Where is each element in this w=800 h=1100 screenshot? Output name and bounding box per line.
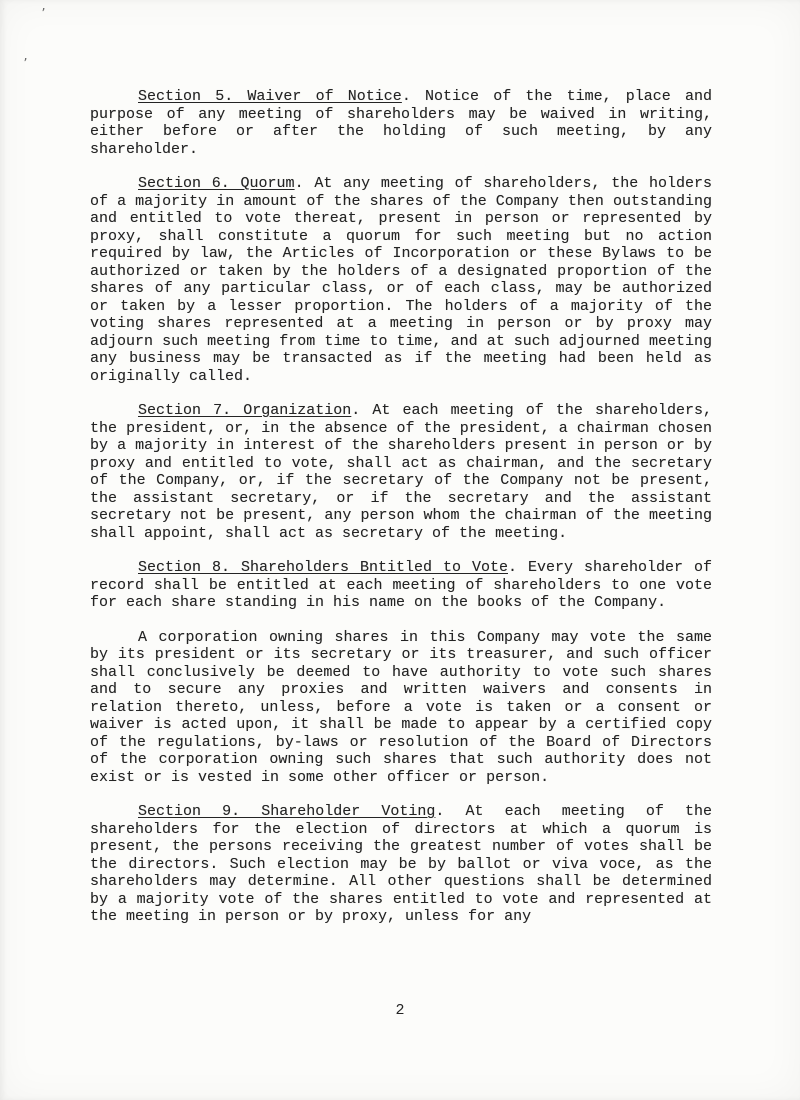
section-heading: Section 9. Shareholder Voting <box>138 803 436 820</box>
paragraph: Section 8. Shareholders Bntitled to Vote. Every shareholder of record shall be entitled at each meeting of shareholders to one vote for each share standing in his name on the books of the Company. <box>90 559 712 611</box>
scan-artifact: ’ <box>40 6 47 19</box>
paragraph: Section 5. Waiver of Notice. Notice of the time, place and purpose of any meeting of shareholders may be waived in writing, either before or after the holding of such meeting, by any shareholder. <box>90 88 713 158</box>
page-number: 2 <box>395 1002 405 1019</box>
document-content <box>90 88 712 943</box>
paragraph: Section 9. Shareholder Voting. At each meeting of the shareholders for the election of directors at which a quorum is present, the persons receiving the greatest number of votes shall be the directors. Such election may be by ballot or viva voce, as the shareholders may determine. All other questions shall be determined by a majority vote of the shares entitled to vote and represented at the meeting in person or by proxy, unless for any <box>90 803 712 925</box>
scan-artifact: ’ <box>22 56 29 69</box>
paragraph: Section 7. Organization. At each meeting of the shareholders, the president, or, in the absence of the president, a chairman chosen by a majority in interest of the shareholders present in person or by proxy and entitled to vote, shall act as chairman, and the secretary of the Company, or, if the secretary of the Company not be present, the assistant secretary, or if the secretary and the assistant secretary not be present, any person whom the chairman of the meeting shall appoint, shall act as secretary of the meeting. <box>90 402 712 542</box>
section-heading: Section 5. Waiver of Notice <box>138 88 402 105</box>
paragraph: A corporation owning shares in this Company may vote the same by its president or its secretary or its treasurer, and such officer shall conclusively be deemed to have authority to vote such shares and to secure any proxies and written waivers and consents in relation thereto, unless, before a vote is taken or a consent or waiver is acted upon, it shall be made to appear by a certified copy of the regulations, by-laws or resolution of the Board of Directors of the corporation owning such shares that such authority does not exist or is vested in some other officer or person. <box>90 628 712 786</box>
section-heading: Section 6. Quorum <box>138 175 295 192</box>
section-heading: Section 8. Shareholders Bntitled to Vote <box>138 559 508 576</box>
section-heading: Section 7. Organization <box>138 402 352 419</box>
paragraph: Section 6. Quorum. At any meeting of shareholders, the holders of a majority in amount of the shares of the Company then outstanding and entitled to vote thereat, present in person or represented by proxy, shall constitute a quorum for such meeting but no action required by law, the Articles of Incorporation or these Bylaws to be authorized or taken by the holders of a designated proportion of the shares of any particular class, or of each class, may be authorized or taken by a lesser proportion. The holders of a majority of the voting shares represented at a meeting in person or by proxy may adjourn such meeting from time to time, and at such adjourned meeting any business may be transacted as if the meeting had been held as originally called. <box>90 175 712 385</box>
